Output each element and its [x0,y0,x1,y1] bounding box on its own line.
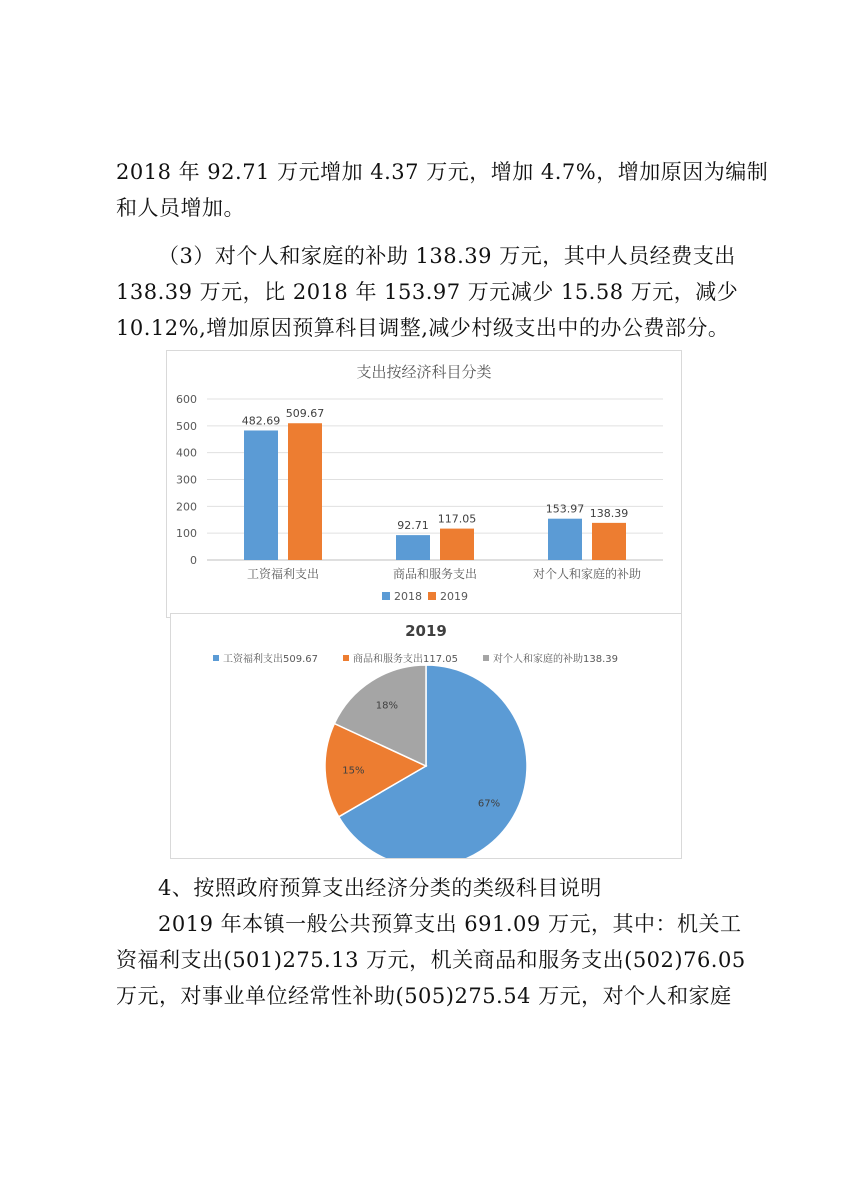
y-tick-label: 300 [176,473,197,487]
paragraph-household-subsidy [116,238,752,346]
legend-label: 2019 [440,590,468,603]
legend-swatch [483,655,489,661]
section-heading [116,870,752,906]
data-label: 482.69 [241,414,281,428]
x-tick-label: 商品和服务支出 [392,567,478,581]
legend-label: 工资福利支出509.67 [223,654,318,665]
legend-label: 对个人和家庭的补助138.39 [493,654,618,665]
legend-swatch [428,592,436,600]
bar-chart-svg [167,351,681,617]
pie-chart [170,613,682,859]
text-line: 万元，对事业单位经常性补助(505)275.54 万元，对个人和家庭 [116,984,732,1008]
y-tick-label: 500 [176,419,197,433]
data-label: 153.97 [545,502,585,516]
pie-title: 2019 [405,622,447,640]
data-label: 509.67 [285,407,325,421]
bar-2019-1 [440,529,474,560]
y-tick-label: 100 [176,527,197,541]
y-tick-label: 200 [176,500,197,514]
text-line: 10.12%,增加原因预算科目调整,减少村级支出中的办公费部分。 [116,316,730,340]
legend-label: 2018 [394,590,422,603]
bar-chart [166,350,682,618]
legend-swatch [343,655,349,661]
paragraph-staff-increase [116,154,769,226]
x-tick-label: 对个人和家庭的补助 [532,567,642,581]
pie-chart-svg [171,614,681,858]
y-tick-label: 0 [190,554,197,567]
text-line: 资福利支出(501)275.13 万元，机关商品和服务支出(502)76.05 [116,948,746,972]
text-line: 和人员增加。 [116,196,245,220]
pie-slice-label: 15% [342,765,365,777]
bar-2018-2 [548,519,582,560]
legend-swatch [213,655,219,661]
paragraph-category-summary [116,906,752,1014]
pie-slice-label: 67% [477,798,501,810]
text-line: 138.39 万元，比 2018 年 153.97 万元减少 15.58 万元，减少 [116,280,739,304]
x-tick-label: 工资福利支出 [246,567,320,581]
legend-swatch [382,592,390,600]
pie-slice-label: 18% [375,700,398,712]
bar-2018-1 [396,535,430,560]
text-line: 2018 年 92.71 万元增加 4.37 万元，增加 4.7%，增加原因为编制 [116,160,769,184]
y-tick-label: 400 [176,446,197,460]
y-tick-label: 600 [176,393,197,406]
legend-label: 商品和服务支出117.05 [353,654,458,665]
section-heading-text: 4、按照政府预算支出经济分类的类级科目说明 [158,876,602,900]
bar-2018-0 [244,430,278,560]
text-line: （3）对个人和家庭的补助 138.39 万元，其中人员经费支出 [158,244,736,268]
text-line: 2019 年本镇一般公共预算支出 691.09 万元，其中：机关工 [158,912,742,936]
chart-title: 支出按经济科目分类 [356,363,492,381]
data-label: 138.39 [589,506,629,520]
bar-2019-2 [592,523,626,560]
data-label: 117.05 [437,512,477,526]
bar-2019-0 [288,423,322,560]
data-label: 92.71 [397,519,429,533]
